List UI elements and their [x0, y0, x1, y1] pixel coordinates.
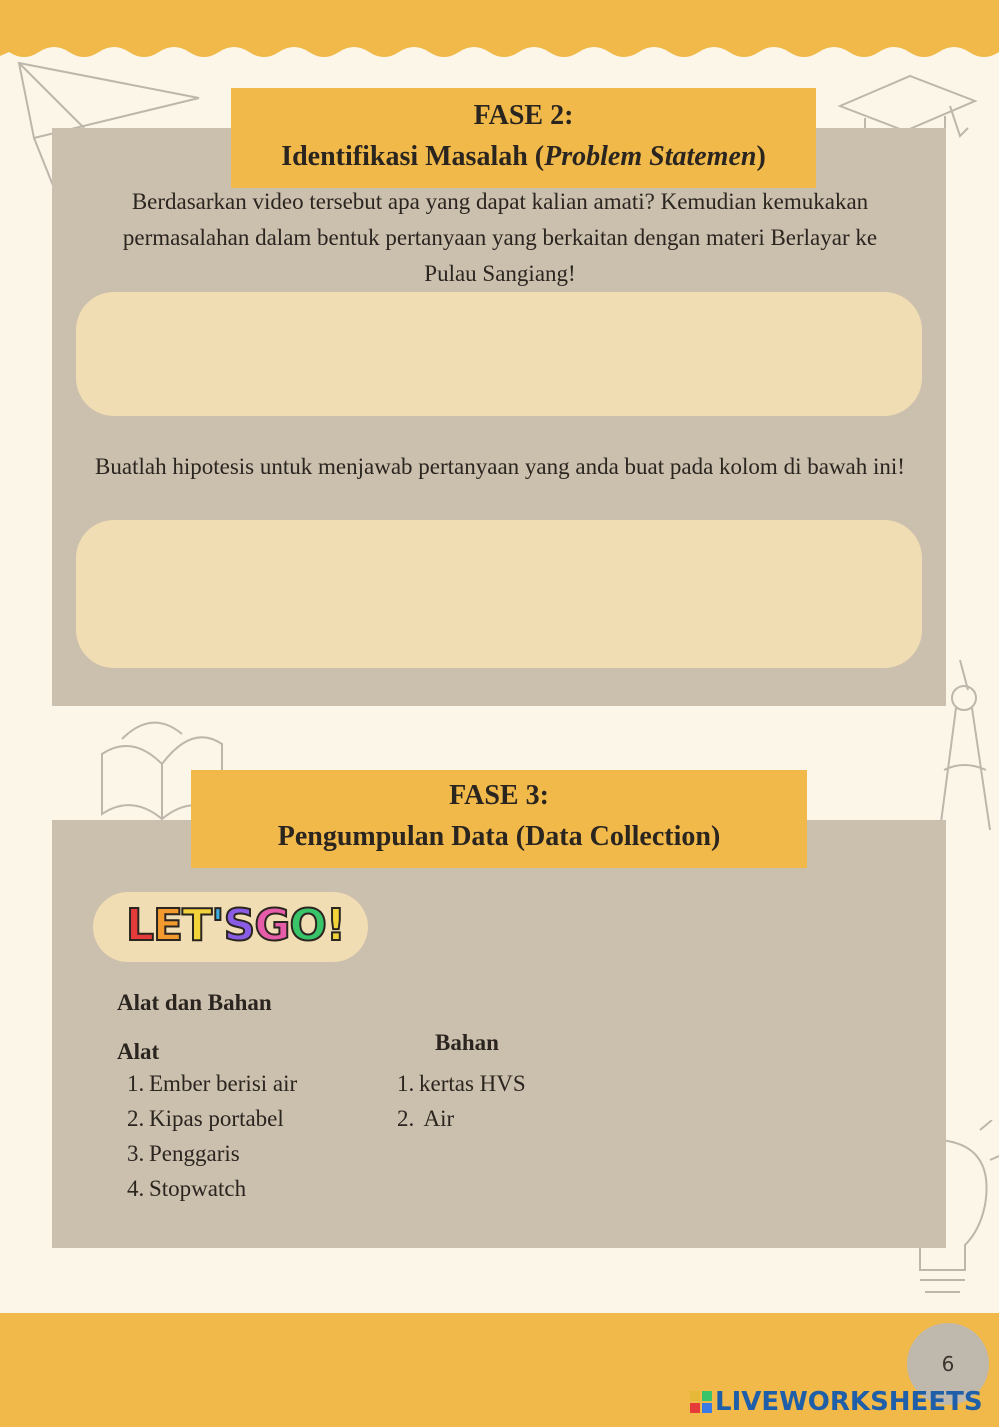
materials-list — [397, 1066, 526, 1136]
letsgo-badge-text — [126, 898, 345, 954]
list-item-number: 2. — [127, 1106, 145, 1131]
list-item-text: Ember berisi air — [149, 1071, 298, 1096]
list-item-text: Penggaris — [149, 1141, 240, 1166]
list-item — [127, 1101, 297, 1136]
phase3-title-box — [191, 770, 807, 868]
phase3-subtitle: Pengumpulan Data (Data Collection) — [277, 821, 721, 852]
phase2-title: FASE 2: — [473, 100, 574, 131]
list-item — [397, 1066, 526, 1101]
tools-materials-heading: Alat dan Bahan — [117, 990, 272, 1015]
materials-heading: Bahan — [435, 1030, 499, 1055]
list-item-number: 2. — [397, 1106, 415, 1131]
liveworksheets-watermark[interactable] — [690, 1386, 983, 1418]
list-item — [127, 1136, 297, 1171]
phase2-instruction-1: Berdasarkan video tersebut apa yang dapat kalian amati? Kemudian kemukakan permasalahan dalam bentuk pertanyaan yang berkaitan dengan materi Berlayar ke Pulau Sangiang! — [122, 189, 878, 286]
list-item-number: 3. — [127, 1141, 145, 1166]
letsgo-letter: ! — [325, 900, 345, 951]
letsgo-letter: E — [153, 900, 183, 951]
page-number: 6 — [907, 1323, 989, 1405]
letsgo-letter: G — [254, 900, 290, 951]
list-item-text: Air — [419, 1106, 455, 1131]
list-item — [127, 1066, 297, 1101]
letsgo-letter: L — [126, 900, 154, 951]
watermark-text: LIVEWORKSHEETS — [715, 1387, 983, 1417]
hypothesis-answer-field[interactable] — [76, 520, 922, 668]
tools-heading: Alat — [117, 1039, 160, 1064]
phase2-subtitle-prefix: Identifikasi Masalah ( — [281, 141, 545, 172]
list-item-text: kertas HVS — [419, 1071, 526, 1096]
phase2-subtitle — [231, 136, 816, 178]
list-item — [127, 1171, 297, 1206]
list-item-number: 1. — [397, 1071, 415, 1096]
phase2-instruction-2: Buatlah hipotesis untuk menjawab pertanyaan yang anda buat pada kolom di bawah ini! — [95, 454, 905, 479]
phase2-title-box — [231, 88, 816, 188]
tools-list — [127, 1066, 297, 1206]
phase2-subtitle-italic: Problem Statemen — [544, 141, 757, 172]
list-item-number: 1. — [127, 1071, 145, 1096]
letsgo-letter: ' — [211, 900, 224, 951]
problem-statement-answer-field[interactable] — [76, 292, 922, 416]
list-item-text: Kipas portabel — [149, 1106, 284, 1131]
letsgo-letter: T — [182, 900, 212, 951]
phase3-title: FASE 3: — [449, 780, 549, 811]
liveworksheets-logo-icon — [690, 1391, 712, 1413]
list-item-number: 4. — [127, 1176, 145, 1201]
letsgo-letter: S — [223, 900, 255, 951]
letsgo-letter: O — [289, 900, 326, 951]
list-item-text: Stopwatch — [149, 1176, 247, 1201]
list-item — [397, 1101, 526, 1136]
phase2-subtitle-suffix: ) — [756, 141, 766, 172]
